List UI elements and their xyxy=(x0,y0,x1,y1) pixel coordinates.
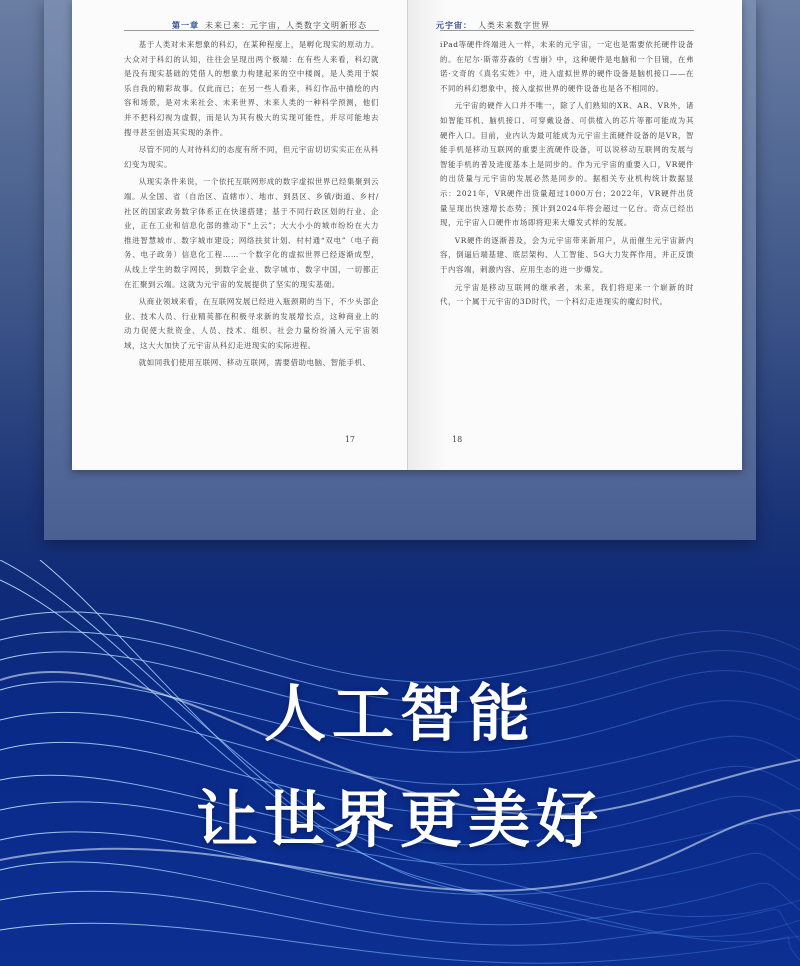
book-page-left xyxy=(72,0,407,470)
running-head-book-title: 元宇宙： xyxy=(436,20,472,30)
slogan-line-1: 人工智能 xyxy=(263,677,536,750)
paragraph: 元宇宙的硬件入口并不唯一，除了人们熟知的XR、AR、VR外，诸如智能耳机、脑机接口、可穿戴设备、可供植入的芯片等都可能成为其硬件入口。目前，业内认为最可能成为元宇宙主流硬件设备的是VR，智能手机是移动互联网的重要主流硬件设备，可以说移动互联网的发展与智能手机的普及进度基本上是同步的。作为元宇宙的重要入口，VR硬件的出货量与元宇宙的发展必然是同步的。据相关专业机构统计数据显示：2021年，VR硬件出货量超过1000万台；2022年，VR硬件出货量呈现出快速增长态势；预计到2024年将会超过一亿台。奇点已经出现，元宇宙入口硬件市场即将迎来大爆发式样的发展。 xyxy=(440,101,694,228)
running-head-divider xyxy=(440,30,694,31)
paragraph: 就如同我们使用互联网、移动互联网，需要借助电脑、智能手机、 xyxy=(138,358,371,368)
page-number-left: 17 xyxy=(344,435,355,444)
paragraph: VR硬件的逐渐普及，会为元宇宙带来新用户，从而催生元宇宙新内容，倒逼后端基建、底层架构、人工智能、5G大力发挥作用，并正反馈于内容端，刺激内容、应用生态的进一步爆发。 xyxy=(440,235,694,274)
book-display-frame xyxy=(44,0,756,540)
book-page-right xyxy=(407,0,742,470)
paragraph: iPad等硬件终端进入一样，未来的元宇宙，一定也是需要依托硬件设备的。在尼尔·斯蒂芬森的《雪崩》中，这种硬件是电脑和一个目镜，在弗诺·文奇的《真名实姓》中，进入虚拟世界的硬件设备是脑机接口——在不同的科幻想象中，接入虚拟世界的硬件设备也是各不相同的。 xyxy=(440,40,694,93)
page-body-text xyxy=(440,38,694,310)
running-head-title: 未来已来：元宇宙，人类数字文明新形态 xyxy=(205,21,367,30)
paragraph: 元宇宙是移动互联网的继承者，未来，我们将迎来一个崭新的时代，一个属于元宇宙的3D时代，一个科幻走进现实的魔幻时代。 xyxy=(440,282,694,307)
paragraph: 尽管不同的人对待科幻的态度有所不同，但元宇宙切切实实正在从科幻变为现实。 xyxy=(124,145,379,169)
page-body-text xyxy=(124,38,379,371)
page-number-right: 18 xyxy=(452,435,463,444)
running-head-chapter: 第一章 xyxy=(172,20,199,30)
open-book xyxy=(72,0,742,470)
light-wave-decoration xyxy=(0,560,800,966)
paragraph: 从商业领域来看，在互联网发展已经进入瓶颈期的当下，不少头部企业、技术人员、行业精英都在积极寻求新的发展增长点，这种商业上的动力促使大批资金、人员、技术、组织、社会力量纷纷涌入元宇宙领域，这大大加快了元宇宙从科幻走进现实的实际进程。 xyxy=(124,297,379,350)
running-head-subtitle: 人类未来数字世界 xyxy=(478,21,550,30)
running-head-divider xyxy=(124,30,379,31)
paragraph: 从现实条件来说，一个依托互联网形成的数字虚拟世界已经集聚到云端。从全国、省（自治区、直辖市）、地市、到县区、乡镇/街道、乡村/社区的国家政务数字体系正在快速搭建；基于不同行政区划的行业、企业，正在工业和信息化部的推动下“上云”；大大小小的城市纷纷在大力推进智慧城市、数字城市建设；网络扶贫计划、村村通“双电”（电子商务、电子政务）信息化工程……一个数字化的虚拟世界已经逐渐成型，从线上学生的数字网民，到数字企业、数字城市、数字中国，一切都正在汇聚到云端。这就为元宇宙的发展提供了坚实的现实基础。 xyxy=(124,177,379,289)
slogan-line-2: 让世界更美好 xyxy=(195,783,604,856)
paragraph: 基于人类对未来想象的科幻，在某种程度上，是孵化现实的原动力。大众对于科幻的认知，往往会呈现出两个极端：在有些人来看，科幻就是没有现实基础的凭借人的想象力构建起来的空中楼阁，是人类用于娱乐自我的精彩故事。仅此而已；在另一些人看来，科幻作品中描绘的内容和场景，是对未来社会、未来世界、未来人类的一种科学预测，他们并不把科幻视为虚假，而是认为其有极大的实现可能性，并尽可能地去搜寻甚至创造其实现的条件。 xyxy=(124,40,379,137)
